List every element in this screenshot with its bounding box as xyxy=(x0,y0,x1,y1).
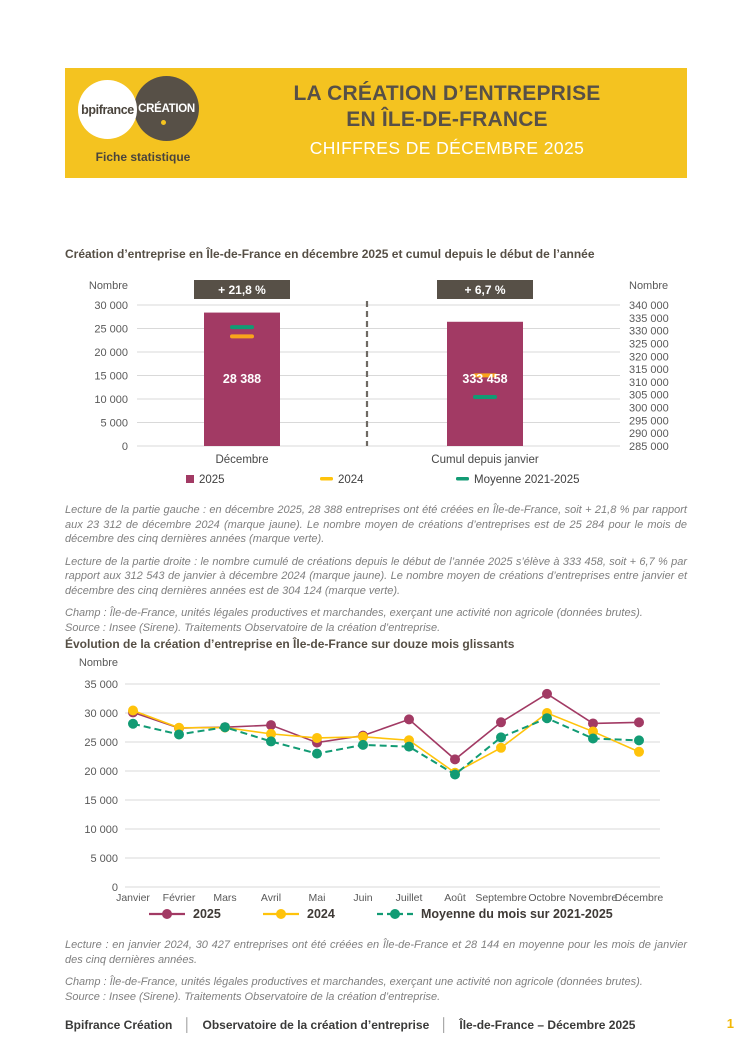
data-point xyxy=(496,732,506,742)
note-champ-2: Champ : Île-de-France, unités légales productives et marchandes, exerçant une activité non agricole (données brutes). xyxy=(65,976,643,988)
header-band xyxy=(65,68,687,178)
data-point xyxy=(496,743,506,753)
y-axis-tick-left: 15 000 xyxy=(94,370,128,383)
x-axis-tick: Mars xyxy=(213,892,237,904)
bar-value-label: 28 388 xyxy=(222,372,262,386)
legend-marker-dot xyxy=(162,909,172,919)
legend-label: Moyenne du mois sur 2021-2025 xyxy=(421,907,613,921)
data-point xyxy=(542,713,552,723)
note-source: Source : Insee (Sirene). Traitements Observatoire de la création d’entreprise. xyxy=(65,621,441,634)
data-point xyxy=(496,717,506,727)
data-point xyxy=(588,734,598,744)
footer-brand: Bpifrance Création xyxy=(65,1017,173,1032)
bar-group xyxy=(431,280,539,466)
bar-category-label: Cumul depuis janvier xyxy=(431,454,539,466)
y-axis-tick-left: 25 000 xyxy=(94,323,128,336)
y-axis-tick-right: 300 000 xyxy=(629,402,669,415)
note-source-2: Source : Insee (Sirene). Traitements Observatoire de la création d’entreprise. xyxy=(65,990,441,1003)
creation-logo-label: CRÉATION xyxy=(138,102,195,115)
y-axis-tick: 30 000 xyxy=(84,708,118,720)
footer xyxy=(65,1017,687,1032)
series-moyenne-du-mois-sur-2021-2025 xyxy=(128,713,644,779)
x-axis-tick: Août xyxy=(444,892,466,904)
legend-label: Moyenne 2021-2025 xyxy=(474,474,580,486)
legend-marker-dot xyxy=(390,909,400,919)
legend-item xyxy=(263,907,335,921)
y-axis-label: Nombre xyxy=(78,657,118,669)
bar-chart-svg xyxy=(65,278,690,496)
y-axis-tick-right: 320 000 xyxy=(629,351,669,364)
data-point xyxy=(634,735,644,745)
y-axis-tick: 15 000 xyxy=(84,795,118,807)
y-axis-tick-left: 0 xyxy=(121,441,128,453)
legend-marker-square xyxy=(186,475,194,483)
footer-separator: │ xyxy=(440,1017,449,1032)
data-point xyxy=(404,714,414,724)
note-lecture: Lecture : en janvier 2024, 30 427 entreprises ont été créées en Île-de-France et 28 144 en moyenne pour les mois de janvier des cinq dernières années. xyxy=(65,939,687,966)
legend-marker-dot xyxy=(276,909,286,919)
page-title-line2: EN ÎLE-DE-FRANCE xyxy=(346,108,548,131)
legend-label: 2025 xyxy=(199,474,225,486)
variation-badge-label: + 6,7 % xyxy=(464,283,506,297)
legend-label: 2024 xyxy=(307,907,335,921)
x-axis-tick: Janvier xyxy=(116,892,150,904)
data-point xyxy=(358,740,368,750)
footer-region-date: Île-de-France – Décembre 2025 xyxy=(459,1017,636,1032)
header-titles xyxy=(215,81,679,159)
data-point xyxy=(312,749,322,759)
data-point xyxy=(450,754,460,764)
creation-logo-dot xyxy=(161,120,166,125)
creation-logo xyxy=(134,76,199,141)
data-point xyxy=(128,719,138,729)
bar-group xyxy=(194,280,290,466)
y-axis-tick-left: 5 000 xyxy=(100,417,128,430)
y-axis-tick: 0 xyxy=(111,882,118,894)
y-axis-tick-right: 295 000 xyxy=(629,415,669,428)
series-line xyxy=(133,694,639,760)
y-axis-tick-left: 20 000 xyxy=(94,347,128,359)
y-axis-tick: 5 000 xyxy=(90,853,118,865)
data-point xyxy=(542,689,552,699)
x-axis-tick: Novembre xyxy=(568,892,618,904)
legend-item xyxy=(320,474,364,486)
header-tagline: Fiche statistique xyxy=(95,150,191,164)
data-point xyxy=(220,722,230,732)
page-subtitle: CHIFFRES DE DÉCEMBRE 2025 xyxy=(309,138,585,158)
x-axis-tick: Avril xyxy=(260,892,282,904)
x-axis-tick: Mai xyxy=(308,892,326,904)
y-axis-tick-left: 10 000 xyxy=(94,394,128,406)
data-point xyxy=(128,706,138,716)
data-point xyxy=(266,720,276,730)
x-axis-tick: Février xyxy=(162,892,196,904)
line-chart-svg xyxy=(65,656,690,930)
y-axis-tick: 20 000 xyxy=(84,766,118,778)
y-axis-tick-right: 315 000 xyxy=(629,364,669,377)
legend-marker-dash xyxy=(456,477,469,481)
legend-item xyxy=(377,907,613,921)
y-axis-tick-right: 340 000 xyxy=(629,300,669,312)
x-axis-tick: Juin xyxy=(353,892,373,904)
variation-badge-label: + 21,8 % xyxy=(218,283,266,297)
data-point xyxy=(404,742,414,752)
x-axis-tick: Octobre xyxy=(528,892,566,904)
note-champ: Champ : Île-de-France, unités légales productives et marchandes, exerçant une activité non agricole (données brutes). xyxy=(65,607,643,619)
x-axis-tick: Juillet xyxy=(395,892,423,904)
bar-chart-title: Création d’entreprise en Île-de-France en décembre 2025 et cumul depuis le début de l’année xyxy=(65,247,595,261)
data-point xyxy=(634,717,644,727)
y-axis-label-right: Nombre xyxy=(629,280,669,292)
bar-value-label: 333 458 xyxy=(462,372,508,386)
y-axis-tick-right: 310 000 xyxy=(629,376,669,389)
mark-moyenne xyxy=(230,325,254,329)
y-axis-tick-left: 30 000 xyxy=(94,300,128,312)
y-axis-tick-right: 335 000 xyxy=(629,312,669,325)
line-chart-notes xyxy=(65,938,687,1004)
data-point xyxy=(450,769,460,779)
footer-observatoire: Observatoire de la création d’entreprise xyxy=(202,1017,430,1032)
note-lecture-gauche: Lecture de la partie gauche : en décembre 2025, 28 388 entreprises ont été créées en Île-de-France, soit + 21,8 % par rapport aux 23 312 de décembre 2024 (marque jaune). Le nombre moyen de créations d’entreprises est de 25 284 pour le mois de décembre des cinq dernières années (marque verte). xyxy=(65,504,687,545)
y-axis-tick-right: 330 000 xyxy=(629,325,669,338)
y-axis-tick-right: 285 000 xyxy=(629,441,669,453)
mark-moyenne xyxy=(473,395,497,399)
page-number: 1 xyxy=(726,1016,734,1031)
note-lecture-droite: Lecture de la partie droite : le nombre cumulé de créations depuis le début de l’année 2025 s’élève à 333 458, soit + 6,7 % par rapport aux 312 543 de janvier à décembre 2024 (marque jaune). Le nombre moyen de créations d’entreprises entre janvier et décembre des cinq dernières années est de 304 124 (marque verte). xyxy=(65,555,687,597)
legend-label: 2024 xyxy=(338,474,364,486)
y-axis-tick-right: 305 000 xyxy=(629,389,669,402)
mark-2024 xyxy=(230,334,254,338)
legend-item xyxy=(186,474,225,486)
data-point xyxy=(266,736,276,746)
data-point xyxy=(174,729,184,739)
x-axis-tick: Décembre xyxy=(614,892,664,904)
footer-separator: │ xyxy=(183,1017,192,1032)
y-axis-tick: 35 000 xyxy=(84,679,118,691)
line-chart-title: Évolution de la création d’entreprise en Île-de-France sur douze mois glissants xyxy=(65,637,515,651)
bar-category-label: Décembre xyxy=(215,454,269,466)
y-axis-tick-right: 290 000 xyxy=(629,428,669,441)
bar-chart-notes xyxy=(65,503,687,635)
page-title-line1: LA CRÉATION D’ENTREPRISE xyxy=(293,82,601,105)
legend-label: 2025 xyxy=(193,907,221,921)
legend-item xyxy=(149,907,221,921)
y-axis-tick: 25 000 xyxy=(84,737,118,749)
y-axis-label-left: Nombre xyxy=(88,280,128,292)
legend-marker-dash xyxy=(320,477,333,481)
bpifrance-logo xyxy=(78,80,137,139)
x-axis-tick: Septembre xyxy=(475,892,527,904)
y-axis-tick-right: 325 000 xyxy=(629,338,669,351)
bpifrance-logo-label: bpifrance xyxy=(81,102,134,117)
data-point xyxy=(312,733,322,743)
data-point xyxy=(634,747,644,757)
y-axis-tick: 10 000 xyxy=(84,824,118,836)
legend-item xyxy=(456,474,580,486)
